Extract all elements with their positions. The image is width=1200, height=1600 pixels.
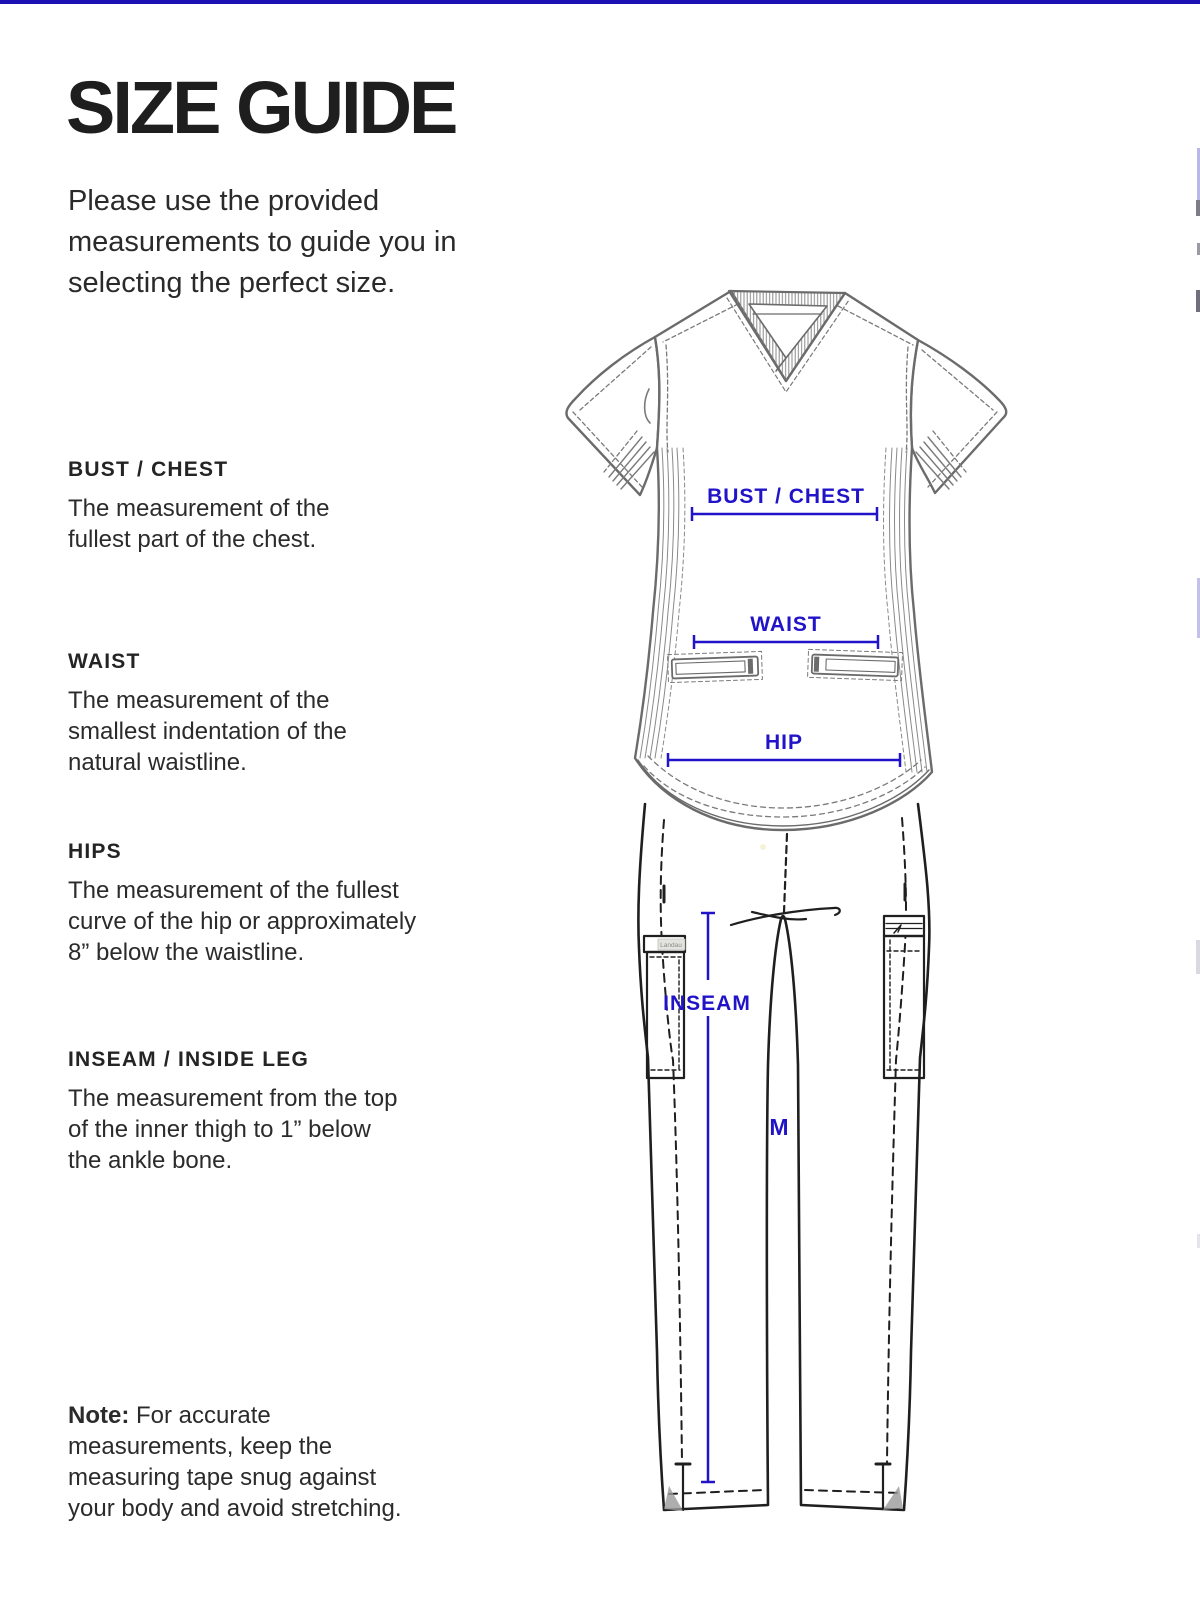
intro-line: selecting the perfect size. — [68, 267, 396, 299]
edge-fragment — [1196, 290, 1200, 312]
hip-label: HIP — [764, 731, 804, 754]
intro-line: measurements to guide you in — [68, 226, 457, 258]
page-title: SIZE GUIDE — [66, 66, 456, 149]
edge-fragment — [1196, 200, 1200, 216]
body-line: smallest indentation of the — [68, 718, 347, 745]
body-line: The measurement from the top — [68, 1085, 398, 1112]
body-line: natural waistline. — [68, 749, 247, 776]
body-line: The measurement of the — [68, 687, 330, 714]
note-line: measuring tape snug against — [68, 1464, 377, 1491]
section-heading: HIPS — [68, 840, 122, 863]
section-heading: INSEAM / INSIDE LEG — [68, 1048, 309, 1071]
scrub-pants-drawing — [638, 804, 929, 1511]
section-heading: WAIST — [68, 650, 141, 673]
edge-fragment — [1196, 940, 1200, 974]
bust-chest-label: BUST / CHEST — [707, 485, 865, 508]
note-line: your body and avoid stretching. — [68, 1495, 402, 1522]
section-heading: BUST / CHEST — [68, 458, 229, 481]
waist-label: WAIST — [750, 613, 822, 636]
note-line: Note: For accurate — [68, 1402, 271, 1429]
body-line: of the inner thigh to 1” below — [68, 1116, 371, 1143]
pocket-brand-label: Landau — [660, 942, 682, 949]
body-line: the ankle bone. — [68, 1147, 233, 1174]
inseam-label: INSEAM — [663, 992, 751, 1015]
body-line: 8” below the waistline. — [68, 939, 305, 966]
size-marker-label: M — [769, 1114, 789, 1140]
intro-line: Please use the provided — [68, 185, 380, 217]
body-line: The measurement of the — [68, 495, 330, 522]
body-line: fullest part of the chest. — [68, 526, 317, 553]
note-label: Note: — [68, 1402, 130, 1429]
body-line: curve of the hip or approximately — [68, 908, 417, 935]
body-line: The measurement of the fullest — [68, 877, 399, 904]
note-line: measurements, keep the — [68, 1433, 333, 1460]
